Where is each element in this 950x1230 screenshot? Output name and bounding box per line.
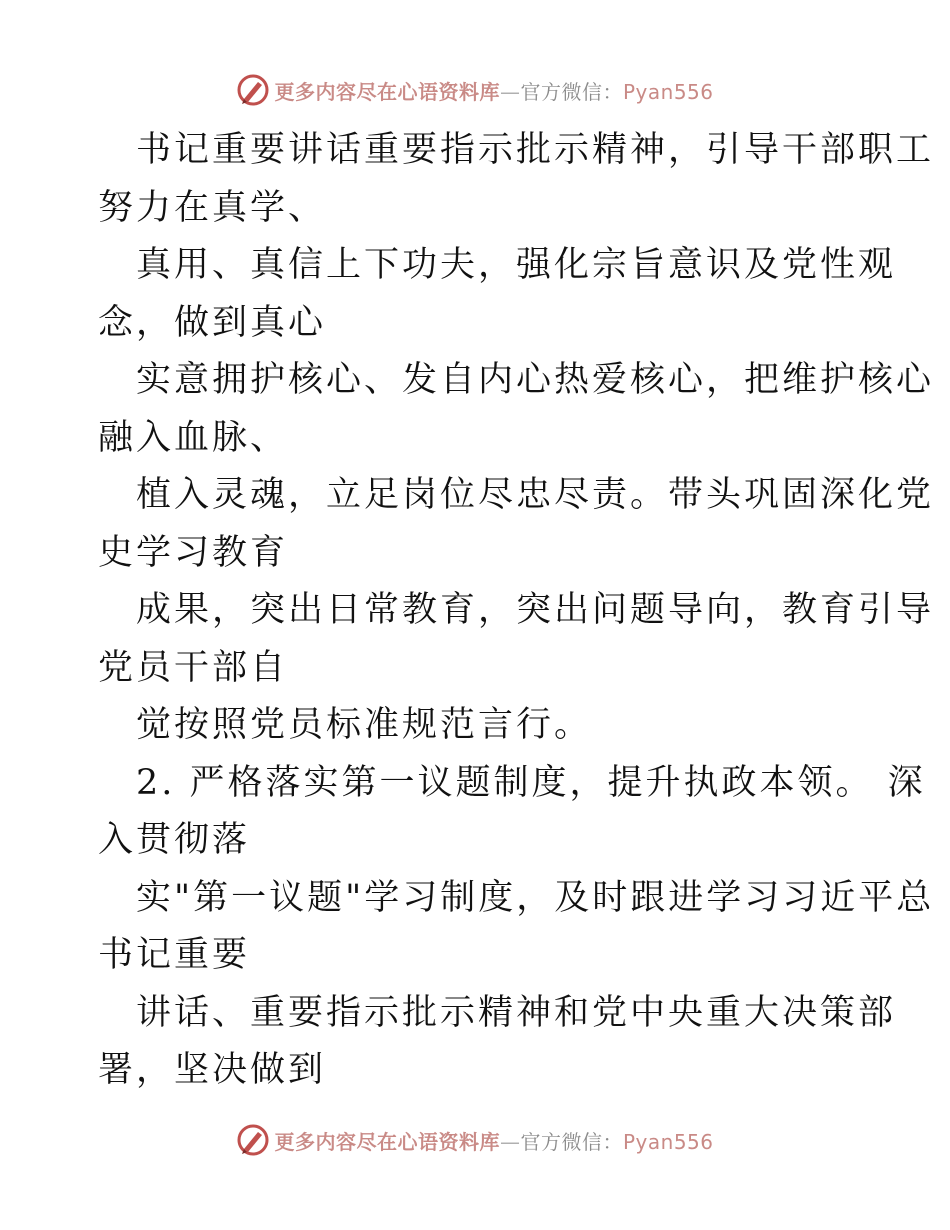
pen-logo-icon bbox=[236, 73, 270, 107]
text-line: 成果，突出日常教育，突出问题导向，教育引导 bbox=[136, 590, 935, 630]
watermark-wechat-id: Pyan556 bbox=[622, 1129, 714, 1154]
text-line: 努力在真学、 bbox=[98, 187, 327, 228]
text-line: 史学习教育 bbox=[98, 532, 289, 573]
watermark-dash: — bbox=[499, 79, 521, 104]
text-line: 讲话、重要指示批示精神和党中央重大决策部 bbox=[136, 992, 897, 1033]
watermark-brand: 更多内容尽在心语资料库 bbox=[274, 1129, 500, 1154]
text-line: 党员干部自 bbox=[98, 647, 289, 688]
header-watermark bbox=[0, 70, 950, 110]
text-line: 实"第一议题"学习制度，及时跟进学习习近平总 bbox=[136, 877, 935, 918]
footer-watermark bbox=[0, 1120, 950, 1160]
text-line: 书记重要 bbox=[98, 935, 251, 975]
text-line: 植入灵魂，立足岗位尽忠尽责。带头巩固深化党 bbox=[136, 475, 935, 515]
document-body bbox=[98, 122, 935, 1100]
watermark-dash: — bbox=[499, 1129, 521, 1154]
watermark-brand: 更多内容尽在心语资料库 bbox=[274, 79, 500, 104]
watermark-wechat-id: Pyan556 bbox=[622, 79, 714, 104]
text-line: 书记重要讲话重要指示批示精神，引导干部职工 bbox=[136, 130, 935, 170]
watermark-text bbox=[274, 1126, 713, 1155]
text-line: 2. 严格落实第一议题制度，提升执政本领。 深 bbox=[136, 762, 926, 803]
text-line: 署，坚决做到 bbox=[98, 1050, 327, 1090]
pen-logo-icon bbox=[236, 1123, 270, 1157]
text-line: 实意拥护核心、发自内心热爱核心，把维护核心 bbox=[136, 360, 935, 400]
text-line: 真用、真信上下功夫，强化宗旨意识及党性观 bbox=[136, 245, 897, 285]
watermark-official-label: 官方微信： bbox=[520, 79, 623, 104]
text-line: 念，做到真心 bbox=[98, 302, 327, 343]
text-line: 觉按照党员标准规范言行。 bbox=[136, 705, 593, 745]
text-line: 入贯彻落 bbox=[98, 820, 251, 860]
text-line: 融入血脉、 bbox=[98, 417, 289, 458]
watermark-official-label: 官方微信： bbox=[520, 1129, 623, 1154]
watermark-text bbox=[274, 76, 713, 105]
